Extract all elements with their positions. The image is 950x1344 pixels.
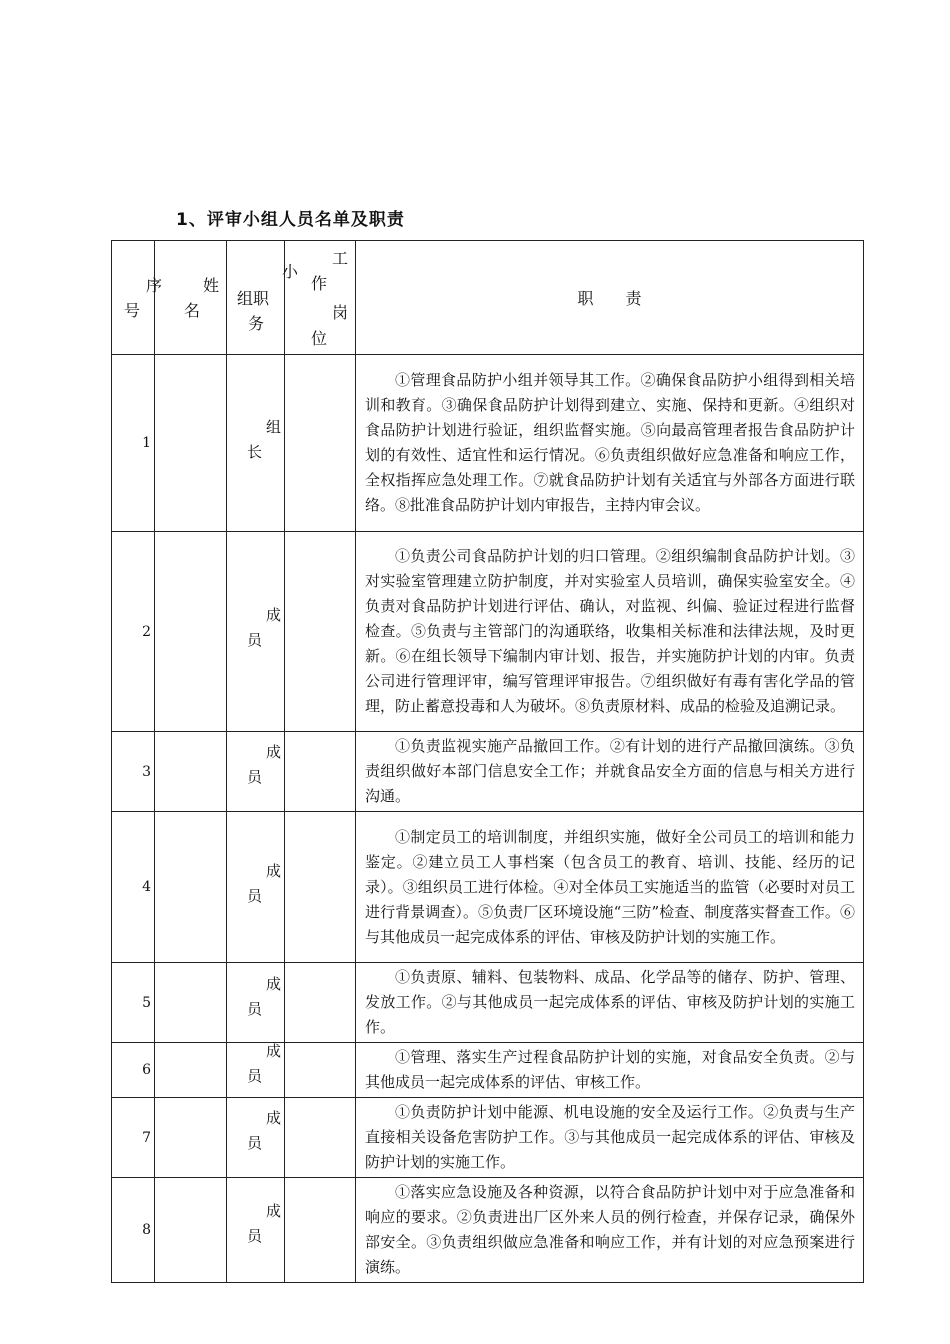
table-row: [112, 963, 864, 1043]
row-duty: ①管理、落实生产过程食品防护计划的实施，对食品安全负责。②与其他成员一起完成体系的评估、审核工作。: [356, 1043, 864, 1098]
row-group-role: [227, 1098, 285, 1178]
row-work-post: [285, 812, 356, 963]
table-row: [112, 1178, 864, 1283]
header-seq-char-1: 序: [146, 276, 163, 295]
row-role-char-2: 员: [247, 1227, 263, 1245]
row-role-char-1: 成: [266, 606, 282, 624]
row-role-char-1: 成: [266, 975, 282, 993]
row-duty: ①负责防护计划中能源、机电设施的安全及运行工作。②负责与生产直接相关设备危害防护工作。③与其他成员一起完成体系的评估、审核及防护计划的实施工作。: [356, 1098, 864, 1178]
row-work-post: [285, 963, 356, 1043]
row-seq: 5: [112, 963, 155, 1043]
row-role-char-2: 员: [247, 1000, 263, 1018]
header-group-char-3: 务: [248, 314, 265, 333]
header-seq-char-2: 号: [124, 301, 141, 320]
header-post-char-4: 位: [311, 329, 328, 348]
table-row: [112, 812, 864, 963]
row-work-post: [285, 732, 356, 812]
header-post-char-1: 工: [332, 249, 349, 268]
row-duty: ①落实应急设施及各种资源，以符合食品防护计划中对于应急准备和响应的要求。②负责进出厂区外来人员的例行检查，并保存记录，确保外部安全。③负责组织做应急准备和响应工作，并有计划的对应急预案进行演练。: [356, 1178, 864, 1283]
row-work-post: [285, 1043, 356, 1098]
header-name-char-2: 名: [184, 301, 201, 320]
row-role-char-1: 组: [266, 418, 282, 436]
header-name-char-1: 姓: [203, 276, 220, 295]
header-post-char-2: 作: [311, 274, 328, 293]
table-row: [112, 355, 864, 532]
table-row: [112, 1098, 864, 1178]
row-work-post: [285, 1098, 356, 1178]
row-seq: 2: [112, 532, 155, 732]
row-work-post: [285, 1178, 356, 1283]
row-seq: 6: [112, 1043, 155, 1098]
row-name: [155, 1178, 227, 1283]
table-row: [112, 732, 864, 812]
row-duty: ①负责原、辅料、包装物料、成品、化学品等的储存、防护、管理、发放工作。②与其他成员一起完成体系的评估、审核及防护计划的实施工作。: [356, 963, 864, 1043]
row-group-role: [227, 732, 285, 812]
row-seq: 4: [112, 812, 155, 963]
header-group-char-2: 组职: [237, 289, 270, 308]
row-role-char-2: 员: [247, 768, 263, 786]
row-seq: 8: [112, 1178, 155, 1283]
row-duty: ①负责监视实施产品撤回工作。②有计划的进行产品撤回演练。③负责组织做好本部门信息安全工作；并就食品安全方面的信息与相关方进行沟通。: [356, 732, 864, 812]
row-role-char-2: 员: [247, 1067, 263, 1085]
row-role-char-2: 员: [247, 631, 263, 649]
row-group-role: [227, 532, 285, 732]
table-header-row: [112, 241, 864, 355]
section-heading: 1、评审小组人员名单及职责: [176, 210, 405, 230]
row-role-char-1: 成: [266, 743, 282, 761]
row-work-post: [285, 532, 356, 732]
header-work-post: [285, 241, 356, 355]
row-role-char-2: 员: [247, 887, 263, 905]
header-seq: [112, 241, 163, 355]
row-name: [155, 1043, 227, 1098]
row-name: [155, 532, 227, 732]
row-name: [155, 355, 227, 532]
row-group-role: [227, 1043, 285, 1098]
row-role-char-1: 成: [266, 862, 282, 880]
header-name: [155, 241, 227, 355]
row-role-char-1: 成: [266, 1042, 282, 1060]
header-duty: 职 责: [356, 241, 864, 355]
row-name: [155, 963, 227, 1043]
header-group-role: [227, 241, 299, 355]
row-role-char-2: 员: [247, 1134, 263, 1152]
row-name: [155, 1098, 227, 1178]
row-name: [155, 732, 227, 812]
row-seq: 1: [112, 355, 155, 532]
header-group-char-1: 小: [282, 262, 299, 281]
row-group-role: [227, 355, 285, 532]
row-duty: ①制定员工的培训制度，并组织实施，做好全公司员工的培训和能力鉴定。②建立员工人事档案（包含员工的教育、培训、技能、经历的记录）。③组织员工进行体检。④对全体员工实施适当的监管（必要时对员工进行背景调查）。⑤负责厂区环境设施“三防”检查、制度落实督查工作。⑥与其他成员一起完成体系的评估、审核及防护计划的实施工作。: [356, 812, 864, 963]
row-role-char-1: 成: [266, 1202, 282, 1220]
row-group-role: [227, 812, 285, 963]
row-role-char-1: 成: [266, 1109, 282, 1127]
row-seq: 3: [112, 732, 155, 812]
row-duty: ①负责公司食品防护计划的归口管理。②组织编制食品防护计划。③对实验室管理建立防护制度，并对实验室人员培训，确保实验室安全。④负责对食品防护计划进行评估、确认，对监视、纠偏、验证过程进行监督检查。⑤负责与主管部门的沟通联络，收集相关标准和法律法规，及时更新。⑥在组长领导下编制内审计划、报告，并实施防护计划的内审。负责公司进行管理评审，编写管理评审报告。⑦组织做好有毒有害化学品的管理，防止蓄意投毒和人为破坏。⑧负责原材料、成品的检验及追溯记录。: [356, 532, 864, 732]
row-group-role: [227, 963, 285, 1043]
row-group-role: [227, 1178, 285, 1283]
row-duty: ①管理食品防护小组并领导其工作。②确保食品防护小组得到相关培训和教育。③确保食品防护计划得到建立、实施、保持和更新。④组织对食品防护计划进行验证，组织监督实施。⑤向最高管理者报告食品防护计划的有效性、适宜性和运行情况。⑥负责组织做好应急准备和响应工作，全权指挥应急处理工作。⑦就食品防护计划有关适宜与外部各方面进行联络。⑧批准食品防护计划内审报告，主持内审会议。: [356, 355, 864, 532]
row-seq: 7: [112, 1098, 155, 1178]
table-row: [112, 1043, 864, 1098]
row-work-post: [285, 355, 356, 532]
table-row: [112, 532, 864, 732]
review-team-table: [111, 240, 864, 1283]
row-name: [155, 812, 227, 963]
row-role-char-2: 长: [247, 443, 263, 461]
header-post-char-3: 岗: [332, 303, 349, 322]
